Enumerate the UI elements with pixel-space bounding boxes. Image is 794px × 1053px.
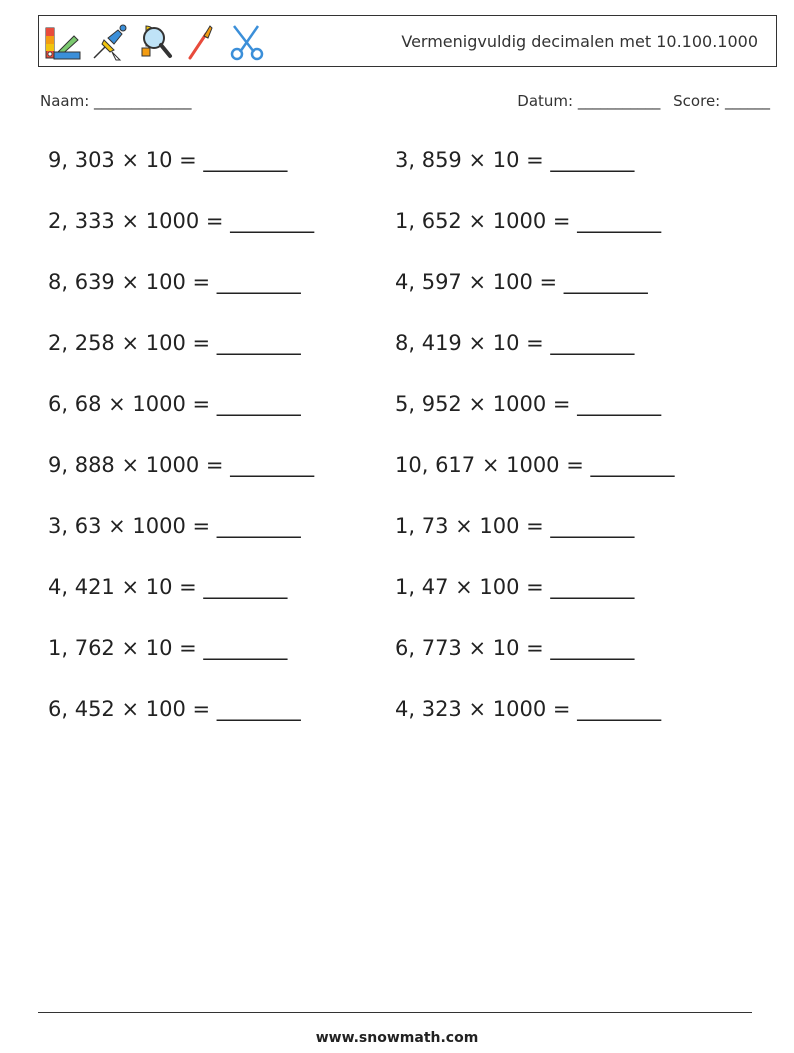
problem-row <box>48 689 748 750</box>
sheet-title: Vermenigvuldig decimalen met 10.100.1000 <box>401 32 758 51</box>
footer-url: www.snowmath.com <box>315 1030 479 1046</box>
color-swatch-ruler-icon <box>44 22 82 62</box>
date-field: Datum: ___________ <box>517 92 661 110</box>
problem-row <box>48 140 748 201</box>
problem: 1, 73 × 100 = ________ <box>395 514 635 538</box>
score-field: Score: ______ <box>673 92 770 110</box>
problem-row <box>48 628 748 689</box>
pin-tool-icon <box>90 22 128 62</box>
problem: 3, 63 × 1000 = ________ <box>48 514 301 538</box>
magnifier-icon <box>136 22 174 62</box>
problem: 9, 303 × 10 = ________ <box>48 148 288 172</box>
problem: 1, 47 × 100 = ________ <box>395 575 635 599</box>
header-icons <box>44 22 266 62</box>
problem-row <box>48 262 748 323</box>
problem: 8, 639 × 100 = ________ <box>48 270 301 294</box>
problem: 9, 888 × 1000 = ________ <box>48 453 315 477</box>
problem: 4, 421 × 10 = ________ <box>48 575 288 599</box>
problem: 4, 597 × 100 = ________ <box>395 270 648 294</box>
scissors-icon <box>228 22 266 62</box>
problem-list <box>48 140 748 750</box>
problem: 5, 952 × 1000 = ________ <box>395 392 662 416</box>
problem-row <box>48 567 748 628</box>
problem-row <box>48 201 748 262</box>
date-score-fields <box>509 92 770 110</box>
problem: 1, 652 × 1000 = ________ <box>395 209 662 233</box>
problem: 6, 773 × 10 = ________ <box>395 636 635 660</box>
paintbrush-icon <box>182 22 220 62</box>
problem-row <box>48 445 748 506</box>
problem-row <box>48 506 748 567</box>
problem: 6, 452 × 100 = ________ <box>48 697 301 721</box>
problem: 6, 68 × 1000 = ________ <box>48 392 301 416</box>
problem: 4, 323 × 1000 = ________ <box>395 697 662 721</box>
problem: 3, 859 × 10 = ________ <box>395 148 635 172</box>
problem: 1, 762 × 10 = ________ <box>48 636 288 660</box>
problem: 2, 333 × 1000 = ________ <box>48 209 315 233</box>
problem-row <box>48 384 748 445</box>
problem-row <box>48 323 748 384</box>
header-box <box>38 15 777 67</box>
footer-divider <box>38 1012 752 1013</box>
problem: 8, 419 × 10 = ________ <box>395 331 635 355</box>
name-field: Naam: _____________ <box>40 92 192 110</box>
problem: 2, 258 × 100 = ________ <box>48 331 301 355</box>
problem: 10, 617 × 1000 = ________ <box>395 453 675 477</box>
